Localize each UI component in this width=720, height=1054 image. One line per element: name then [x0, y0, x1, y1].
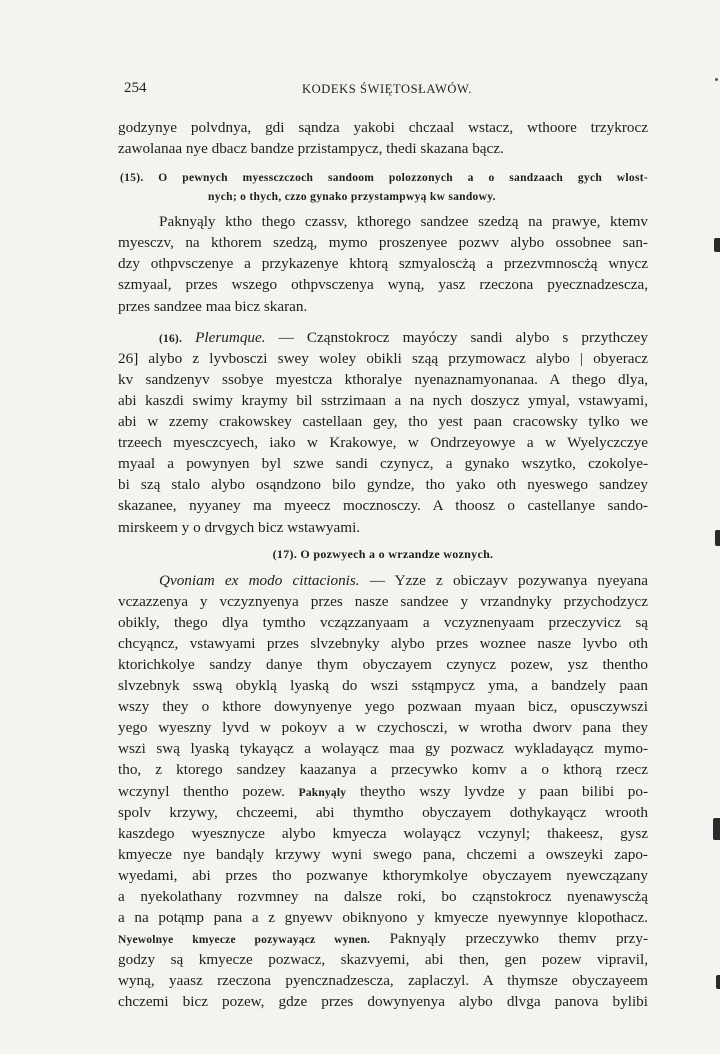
text-line: myaal a powynyen byl szwe sandi czynycz, a gynako wszytko, czokolye-	[118, 455, 648, 473]
text-line: yego wyeszny lyvd w pokoyv a w czychosczi, w wrotha dworv pana they	[118, 719, 648, 737]
section-17-incipit: Qvoniam ex modo cittacionis.	[159, 571, 360, 589]
bold-word: Paknyąly	[298, 786, 347, 799]
text-fragment: wczynyl thentho pozew.	[118, 782, 285, 800]
text-line: wszy they o kthore dowynyenye yego pozwaan myaan bicz, opusczywszi	[118, 698, 648, 716]
scan-edge-mark	[716, 975, 720, 989]
text-line: godzy są kmyecze pozwacz, skazvyemi, abi then, gen pozew vipravil,	[118, 951, 648, 969]
text-line: 26] alybo z lyvbosczi swey woley obikli sząą przymowacz alybo | obyeracz	[118, 349, 648, 367]
text-line: Paknyąly ktho thego czassv, kthorego sandzee szedzą na prawye, ktemv	[159, 213, 648, 231]
scan-speck	[715, 78, 718, 81]
text-line: wyedami, abi przes tho pozwanye kthorymkolye obyczayem nyewczązany	[118, 866, 648, 884]
text-fragment: Paknyąly przeczywko themv przy-	[389, 930, 649, 948]
text-fragment: — Yzze z obiczayv pozywanya nyeyana	[369, 571, 648, 589]
text-line: przes sandzee maa bicz skaran.	[118, 297, 308, 315]
text-line: godzynye polvdnya, gdi sąndza yakobi chczaal wstacz, wthoore trzykrocz	[118, 119, 648, 136]
text-line: obikly, thego dlya tymtho vczązzanyaam a vczyznenyaam przeczyvicz są	[118, 613, 648, 631]
text-line: spolv krzywy, chczeemi, abi thymtho obyczayem dothykayącz wrooth	[118, 803, 648, 821]
text-line: vczazzenya y vczyznyenya przes nasze sandzee y vrzandnyky przychodzycz	[118, 592, 648, 610]
text-line: bi szą stalo alybo osąndzono bilo gyndze, tho yako oth nyeswego sandzey	[118, 476, 648, 494]
text-line: kv sandzenyv ssobye myestcza kthoralye nyenaznamyonanaa. A thego dlya,	[118, 370, 648, 388]
spacer	[118, 317, 648, 327]
text-line: szmyaal, przes wszego othpvsczenya wyną, yasz rzeczona pyecznadzescza,	[118, 276, 648, 294]
section-17-first-line	[118, 570, 648, 591]
section-16-number: (16).	[159, 332, 183, 345]
text-line: abi kaszdi swimy kraymy bil sstrzimaan a na nych doszycz ymyal, vstawyami,	[118, 391, 648, 409]
text-line: abi w zzemy crakowskey castellaan gey, tho yest paan cracowsky tylko we	[118, 413, 648, 431]
text-fragment: — Cząnstokrocz mayóczy sandi alybo s przythczey	[278, 328, 649, 346]
scan-edge-mark	[713, 818, 720, 840]
text-line: wszi swą lyaską tykayącz a wolayącz maa gy pozwacz wykladayącz mymo-	[118, 740, 648, 758]
section-16-incipit: Plerumque.	[195, 328, 266, 346]
text-line: a na potąmp pana a z gnyewv obiknyono y kmyecze nyewynnye klopothacz.	[118, 909, 648, 927]
text-line: kaszdego wyesznycze alybo kmyecza wolayącz vczynyl; thakeesz, gysz	[118, 824, 648, 842]
body-text	[118, 117, 648, 1013]
text-line: skazanee, nyyaney ma myeecz mocznosczy. A thoosz o castellanye sando-	[118, 497, 648, 515]
text-line: a nyekolathany rozvmney na dalsze roki, bo cząnstokrocz nyenawyscżą	[118, 888, 648, 905]
text-fragment: theytho wszy lyvdze y paan bilibi po-	[359, 782, 649, 800]
spacer	[118, 159, 648, 169]
bold-phrase: Nyewolnye kmyecze pozywayącz wynen.	[118, 934, 371, 947]
text-line: kmyecze nye bandąly krzywy wyni swego pana, chczemi a owszeyki zapo-	[118, 845, 648, 863]
running-title: KODEKS ŚWIĘTOSŁAWÓW.	[302, 82, 473, 96]
text-line: zawolanaa nye dbacz bandze przistampycz, thedi skazana bącz.	[118, 140, 504, 158]
section-15-heading-cont: nych; o thych, czzo gynako przystampwyą kw sandowy.	[208, 191, 496, 204]
section-15-heading: (15). O pewnych myessczczoch sandoom polozzonych a o sandzaach gych wlost-	[120, 172, 648, 185]
scan-edge-mark	[715, 530, 720, 546]
text-line: trzeech myesczcyech, iako w Krakowye, w Ondrzeyowye a w Wyelyczczye	[118, 434, 648, 452]
text-line-with-bold	[118, 928, 648, 949]
text-line: wyną, yaasz rzeczona pyencznadzescza, zaplaczyl. A thymsze obyczayeem	[118, 972, 648, 990]
text-line: slvzebnyk sswą obyklą lyaską do wszi sstąmpycz yma, a bandzely paan	[118, 677, 648, 695]
text-line-with-bold	[118, 781, 648, 802]
text-line: myesczv, na kthorem szedzą, mymo proszenyee pozwv alybo ossobnee san-	[118, 234, 648, 252]
page-number: 254	[124, 80, 147, 96]
text-line: mirskeem y o drvgych bicz wstawyami.	[118, 518, 361, 536]
text-line: dzy othpvsczenye a przykazenye khtorą szmyaloscżą a przezvmnoscżą wnycz	[118, 255, 648, 273]
text-line: ktorichkolye sandzy danye thym obyczayem czynycz pozew, ysz thentho	[118, 655, 648, 673]
text-line: tho, z ktorego sandzey kaazanya a przecywko komv a o kthorą rzecz	[118, 761, 648, 779]
section-17-heading: (17). O pozwyech a o wrzandze woznych.	[272, 546, 494, 561]
section-16-first-line	[118, 327, 648, 348]
text-line: chcyąncz, vstawyami przes slvzebnyky alybo przes woznee nasze lyvbo oth	[118, 634, 648, 652]
text-line: chczemi bicz pozew, gdze przes dowynyenya alybo dlvga panova bylibi	[118, 993, 648, 1011]
scan-edge-mark	[714, 238, 720, 252]
